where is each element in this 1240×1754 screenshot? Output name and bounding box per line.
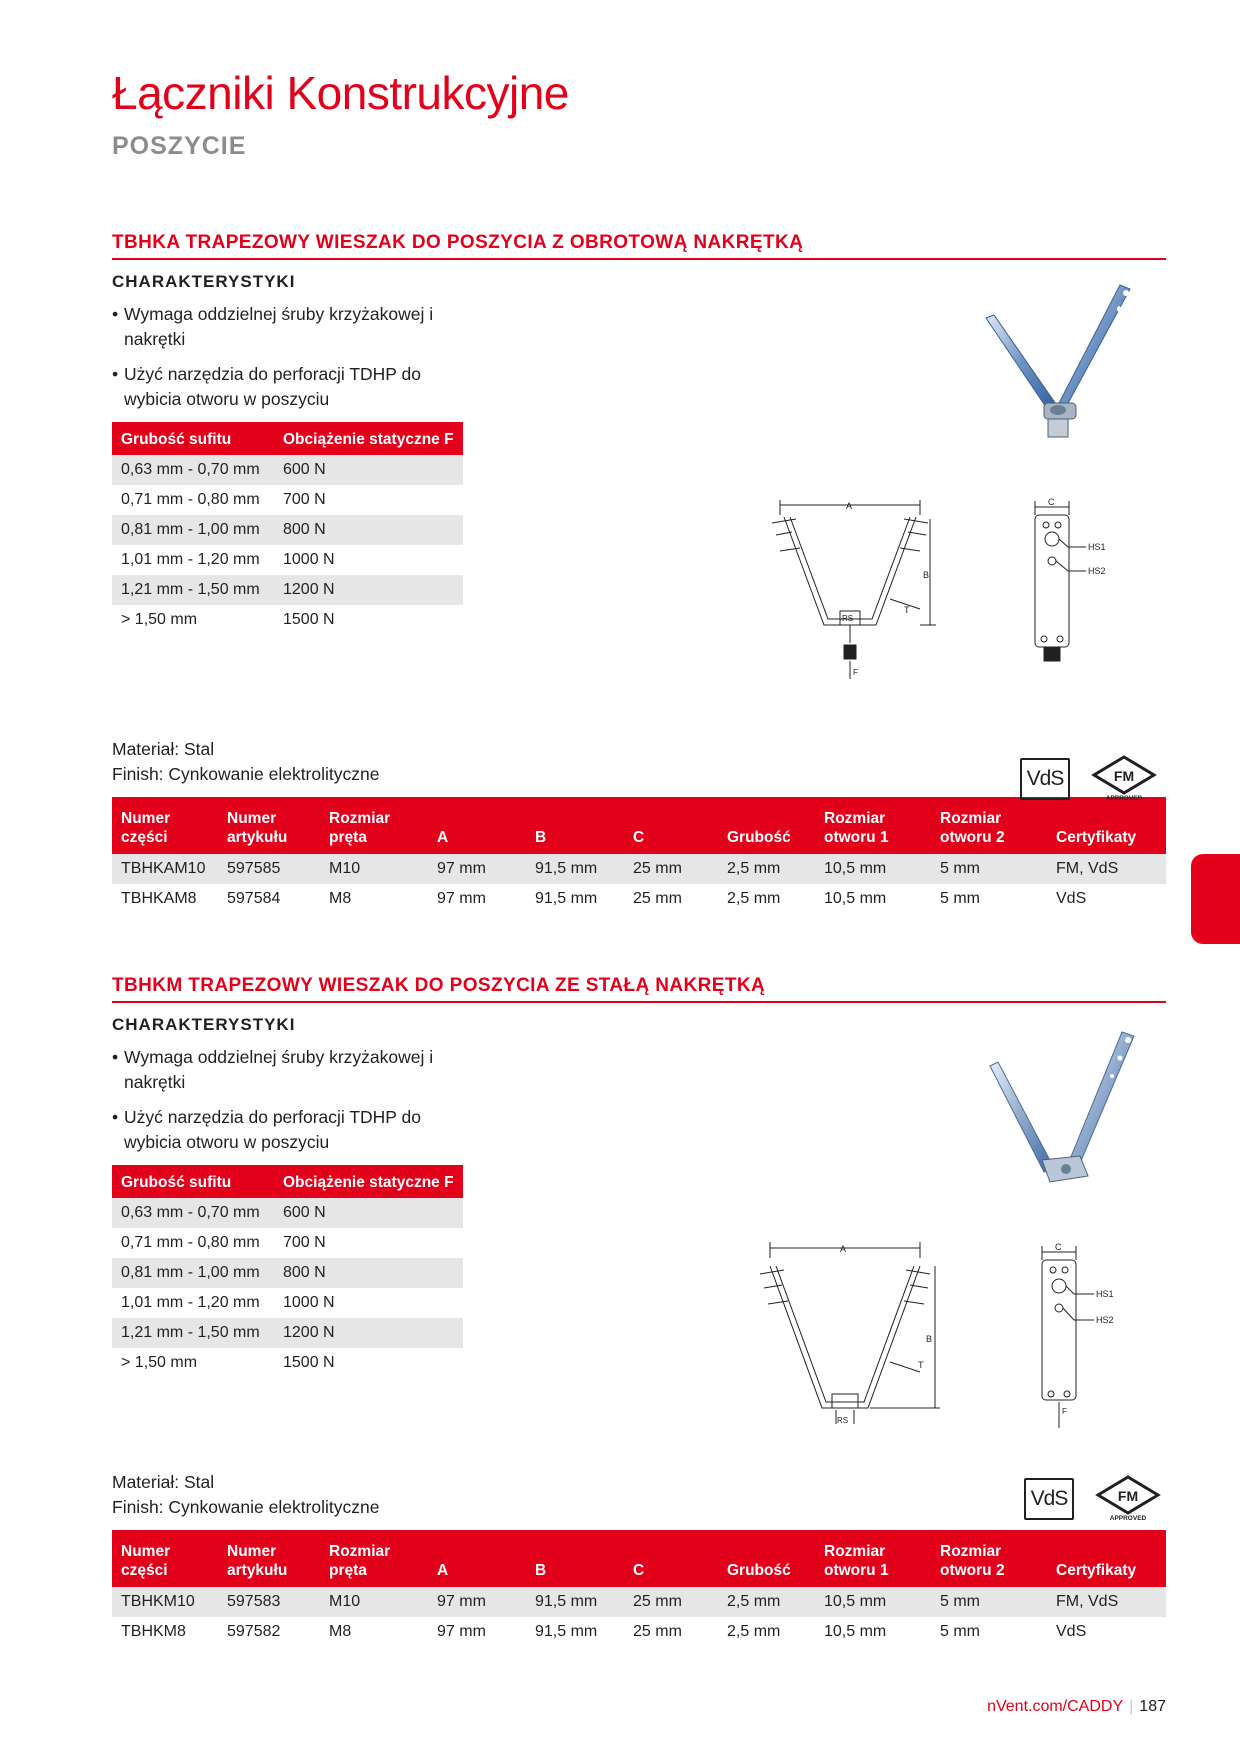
table-row [112,884,1166,914]
column-header: Numer części [112,797,218,854]
table-cell: 800 N [274,1258,463,1288]
vds-logo: VdS [1020,758,1070,800]
column-header: Rozmiar pręta [320,797,428,854]
table-cell: 5 mm [931,854,1047,884]
column-header: A [428,1530,526,1587]
page-subtitle: POSZYCIE [112,132,247,160]
table-cell: 0,81 mm - 1,00 mm [112,1258,274,1288]
table-row [112,1288,463,1318]
table-cell: 800 N [274,515,463,545]
table-row [112,575,463,605]
table-row [112,1617,1166,1647]
table-cell: 25 mm [633,890,682,907]
table-cell: 91,5 mm [535,1623,598,1640]
dimension-label-a: A [846,501,853,511]
table-cell: 700 N [283,1234,326,1251]
table-cell: M8 [329,890,352,907]
fm-approved-logo [1090,755,1158,801]
table-cell: 2,5 mm [727,1623,781,1640]
table-row [112,1228,463,1258]
list-item: • Użyć narzędzia do perforacji TDHP do wybicia otworu w poszyciu [112,362,442,412]
table-cell: 0,71 mm - 0,80 mm [121,1234,260,1251]
dimension-drawing-side [760,1238,950,1433]
table-cell: 597582 [227,1623,281,1640]
table-cell: 1500 N [283,611,335,628]
list-item: • Wymaga oddzielnej śruby krzyżakowej i nakrętki [112,302,442,352]
column-header: C [624,797,718,854]
table-row [112,1318,463,1348]
table-cell: FM, VdS [1047,854,1166,884]
dimension-label-c: C [1055,1242,1062,1252]
footer [987,1698,1166,1716]
spec-table [112,1530,1166,1647]
dimension-label-rs: RS [837,1416,849,1425]
table-cell: M10 [320,1587,428,1617]
table-cell: 0,81 mm - 1,00 mm [112,515,274,545]
table-cell: 5 mm [940,1623,980,1640]
finish-text: Finish: Cynkowanie elektrolityczne [112,1497,380,1517]
table-cell: 1200 N [274,1318,463,1348]
list-item: • Wymaga oddzielnej śruby krzyżakowej i nakrętki [112,1045,442,1095]
table-cell: 1500 N [283,1354,335,1371]
finish-text: Finish: Cynkowanie elektrolityczne [112,764,380,784]
footer-url-link[interactable]: nVent.com/CADDY [987,1698,1124,1715]
table-cell: > 1,50 mm [121,611,198,628]
table-cell: 25 mm [624,1587,718,1617]
column-header: Numer artykułu [218,1530,320,1587]
dimension-label-hs2: HS2 [1088,566,1106,576]
fm-logo-text: FM [1117,1488,1139,1504]
table-row [112,605,463,635]
dimension-label-b: B [926,1334,933,1344]
section-title: TBHKM TRAPEZOWY WIESZAK DO POSZYCIA ZE STAŁĄ NAKRĘTKĄ [112,975,1166,1003]
dimension-drawing-front [1010,1238,1114,1433]
characteristics-list [112,302,442,412]
vds-logo: VdS [1024,1478,1074,1520]
table-cell: 1,21 mm - 1,50 mm [112,575,274,605]
footer-separator: | [1129,1698,1134,1715]
page-title: Łączniki Konstrukcyjne [112,67,569,119]
column-header: B [526,1530,624,1587]
column-header: Rozmiar otworu 2 [931,1530,1047,1587]
dimension-label-c: C [1048,497,1055,507]
page-number: 187 [1139,1698,1166,1715]
table-cell: 91,5 mm [526,1587,624,1617]
column-header: Numer artykułu [218,797,320,854]
column-header: Grubość [718,797,815,854]
dimension-label-hs1: HS1 [1088,542,1106,552]
material-text: Materiał: Stal [112,739,215,759]
table-cell: 597584 [227,890,281,907]
table-cell: 97 mm [428,1587,526,1617]
table-cell: 5 mm [931,1587,1047,1617]
table-cell: TBHKAM10 [112,854,218,884]
column-header: C [624,1530,718,1587]
table-cell: 2,5 mm [727,890,781,907]
table-cell: 0,63 mm - 0,70 mm [112,455,274,485]
table-cell: 0,63 mm - 0,70 mm [112,1198,274,1228]
table-cell: TBHKAM8 [121,890,197,907]
list-item: • Użyć narzędzia do perforacji TDHP do wybicia otworu w poszyciu [112,1105,442,1155]
table-cell: M10 [320,854,428,884]
table-cell: TBHKM10 [112,1587,218,1617]
table-cell: 97 mm [428,854,526,884]
column-header: Rozmiar otworu 1 [815,797,931,854]
column-header: Certyfikaty [1047,1530,1166,1587]
table-cell: 1000 N [283,551,335,568]
column-header: Obciążenie statyczne F [274,1165,463,1198]
column-header: Rozmiar otworu 1 [815,1530,931,1587]
table-cell: M8 [329,1623,352,1640]
table-cell: 1000 N [283,1294,335,1311]
table-row [112,854,1166,884]
dimension-label-hs2: HS2 [1096,1315,1114,1325]
table-cell: 10,5 mm [824,890,887,907]
table-cell: 597583 [218,1587,320,1617]
characteristics-heading: CHARAKTERYSTYKI [112,272,296,291]
dimension-label-a: A [840,1244,847,1254]
column-header: Grubość sufitu [112,422,274,455]
table-cell: 25 mm [633,1623,682,1640]
characteristics-list [112,1045,442,1155]
table-cell: 91,5 mm [526,854,624,884]
table-row [112,1198,463,1228]
table-cell: 10,5 mm [824,1623,887,1640]
table-row [112,1258,463,1288]
fm-logo-text: FM [1113,768,1135,784]
column-header: Grubość sufitu [112,1165,274,1198]
column-header: B [526,797,624,854]
chapter-side-tab [1191,854,1240,944]
characteristics-heading: CHARAKTERYSTYKI [112,1015,296,1034]
table-cell: 25 mm [624,854,718,884]
table-row [112,1348,463,1378]
fm-logo-subtext: APPROVED [1109,1515,1147,1522]
column-header: Rozmiar pręta [320,1530,428,1587]
table-header-row [112,422,463,455]
dimension-drawing-front [1020,495,1110,675]
dimension-drawing-side [770,495,950,685]
dimension-label-rs: RS [842,614,854,623]
table-header-row [112,1530,1166,1587]
table-row [112,515,463,545]
table-cell: 600 N [274,1198,463,1228]
force-label-f: F [1062,1407,1067,1416]
table-cell: VdS [1056,890,1087,907]
table-cell: TBHKM8 [121,1623,186,1640]
force-label-f: F [853,668,858,677]
table-cell: 0,71 mm - 0,80 mm [121,491,260,508]
dimension-label-t: T [918,1360,924,1370]
table-cell: 10,5 mm [815,854,931,884]
table-cell: 97 mm [437,1623,486,1640]
column-header: Grubość [718,1530,815,1587]
table-cell: 700 N [283,491,326,508]
material-text: Materiał: Stal [112,1472,215,1492]
table-cell: 2,5 mm [718,854,815,884]
product-photo-tbhkm [982,1030,1142,1195]
column-header: Numer części [112,1530,218,1587]
table-cell: 1200 N [274,575,463,605]
table-cell: > 1,50 mm [121,1354,198,1371]
table-cell: 600 N [274,455,463,485]
table-cell: 5 mm [940,890,980,907]
table-cell: VdS [1056,1623,1087,1640]
product-photo-tbhka [980,285,1140,460]
section-title: TBHKA TRAPEZOWY WIESZAK DO POSZYCIA Z OBROTOWĄ NAKRĘTKĄ [112,232,1166,260]
table-cell: 2,5 mm [718,1587,815,1617]
fm-logo-subtext: APPROVED [1105,795,1143,802]
table-row [112,455,463,485]
dimension-label-hs1: HS1 [1096,1289,1114,1299]
column-header: A [428,797,526,854]
dimension-label-t: T [904,605,910,615]
table-header-row [112,1165,463,1198]
table-header-row [112,797,1166,854]
table-cell: 97 mm [437,890,486,907]
table-cell: 597585 [218,854,320,884]
column-header: Rozmiar otworu 2 [931,797,1047,854]
table-cell: 1,21 mm - 1,50 mm [112,1318,274,1348]
fm-approved-logo [1094,1475,1162,1521]
table-cell: FM, VdS [1047,1587,1166,1617]
table-cell: 1,01 mm - 1,20 mm [121,551,260,568]
table-row [112,485,463,515]
table-cell: 91,5 mm [535,890,598,907]
table-row [112,545,463,575]
table-cell: 10,5 mm [815,1587,931,1617]
table-cell: 1,01 mm - 1,20 mm [121,1294,260,1311]
load-table [112,1165,463,1378]
spec-table [112,797,1166,914]
column-header: Obciążenie statyczne F [274,422,463,455]
load-table [112,422,463,635]
dimension-label-b: B [923,570,930,580]
column-header: Certyfikaty [1047,797,1166,854]
table-row [112,1587,1166,1617]
